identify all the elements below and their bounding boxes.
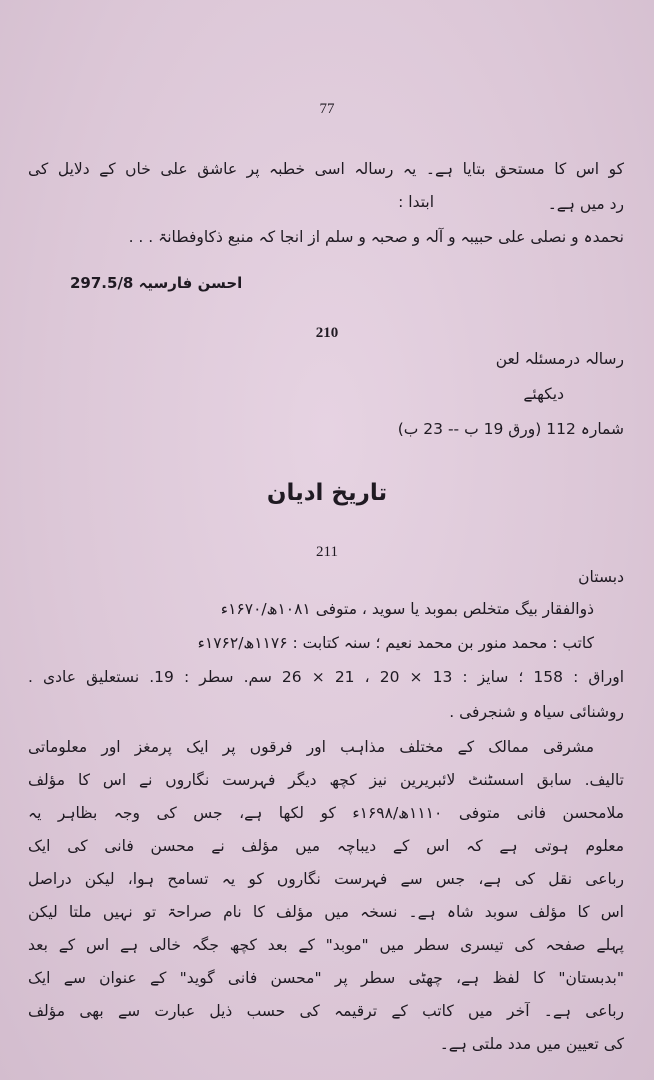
description-line: تالیف. سابق اسسٹنٹ لائبریرین نیز کچھ دیگر فہرست نگاروں نے اس کا مؤلف [28, 771, 624, 789]
incipit-label: ابتدا : [398, 193, 434, 211]
entry-211-physical-description: اوراق : 158 ؛ سایز : 13 × 20 ، 21 × 26 سم. سطر : 19. نستعلیق عادی . [28, 668, 624, 686]
entry-210-see: دیکھئے [523, 385, 564, 403]
entry-211-title: دبستان [578, 568, 624, 586]
entry-210-reference: شمارہ 112 (ورق 19 ب -- 23 ب) [397, 420, 624, 438]
description-line: "بدبستان" کا لفظ ہے، چھٹی سطر پر "محسن فانی گوید" کے عنوان سے ایک [28, 969, 624, 987]
entry-209-text-line-2: رد میں ہے۔ [547, 195, 624, 213]
page-number: 77 [319, 101, 335, 117]
description-line: مشرقی ممالک کے مختلف مذاہب اور فرقوں پر ایک پرمغز اور معلوماتی [28, 738, 594, 756]
entry-number-210: 210 [315, 325, 339, 341]
entry-211-author: ذوالفقار بیگ متخلص بموبد یا سوید ، متوفی ۱۰۸۱ھ/۱۶۷۰ء [220, 600, 594, 618]
entry-number-211: 211 [316, 544, 338, 560]
entry-211-scribe: کاتب : محمد منور بن محمد نعیم ؛ سنہ کتابت : ۱۱۷۶ھ/۱۷۶۲ء [197, 634, 594, 652]
description-last-line: کی تعیین میں مدد ملتی ہے۔ [439, 1035, 624, 1053]
entry-210-title: رسالہ درمسئلہ لعن [495, 350, 624, 368]
call-number: احسن فارسیہ 297.5/8 [70, 274, 243, 292]
section-title: تاریخ ادیان [266, 480, 388, 506]
entry-211-ink: روشنائی سیاہ و شنجرفی . [449, 703, 624, 721]
description-line: معلوم ہوتی ہے کہ اس کے دیباچہ میں مؤلف نے محسن فانی کی ایک [28, 837, 624, 855]
entry-209-text-line-1: کو اس کا مستحق بتایا ہے۔ یہ رسالہ اسی خطبہ پر عاشق علی خاں کے دلایل کی [28, 160, 624, 178]
description-line: پہلے صفحہ کی تیسری سطر میں "موبد" کے بعد کچھ جگہ خالی ہے اس کے بعد [28, 936, 624, 954]
description-line: رباعی ہے۔ آخر میں کاتب کے ترقیمہ کی حسب ذیل عبارت سے بھی مؤلف [28, 1002, 624, 1020]
description-line: رباعی نقل کی ہے، جس سے فہرست نگاروں کو یہ تسامح ہوا، لیکن دراصل [28, 870, 624, 888]
description-line: ملامحسن فانی متوفی ۱۱۱۰ھ/۱۶۹۸ء کو لکھا ہے، جس کی وجہ بظاہر یہ [28, 804, 624, 822]
description-line: اس کا مؤلف سوبد شاہ ہے۔ نسخہ میں مؤلف کا نام صراحۃ تو نہیں ملتا لیکن [28, 903, 624, 921]
incipit-text: نحمدہ و نصلی علی حبیبہ و آلہ و صحبہ و سلم از انجا کہ منبع ذکاوفطانۃ . . . [128, 228, 624, 246]
